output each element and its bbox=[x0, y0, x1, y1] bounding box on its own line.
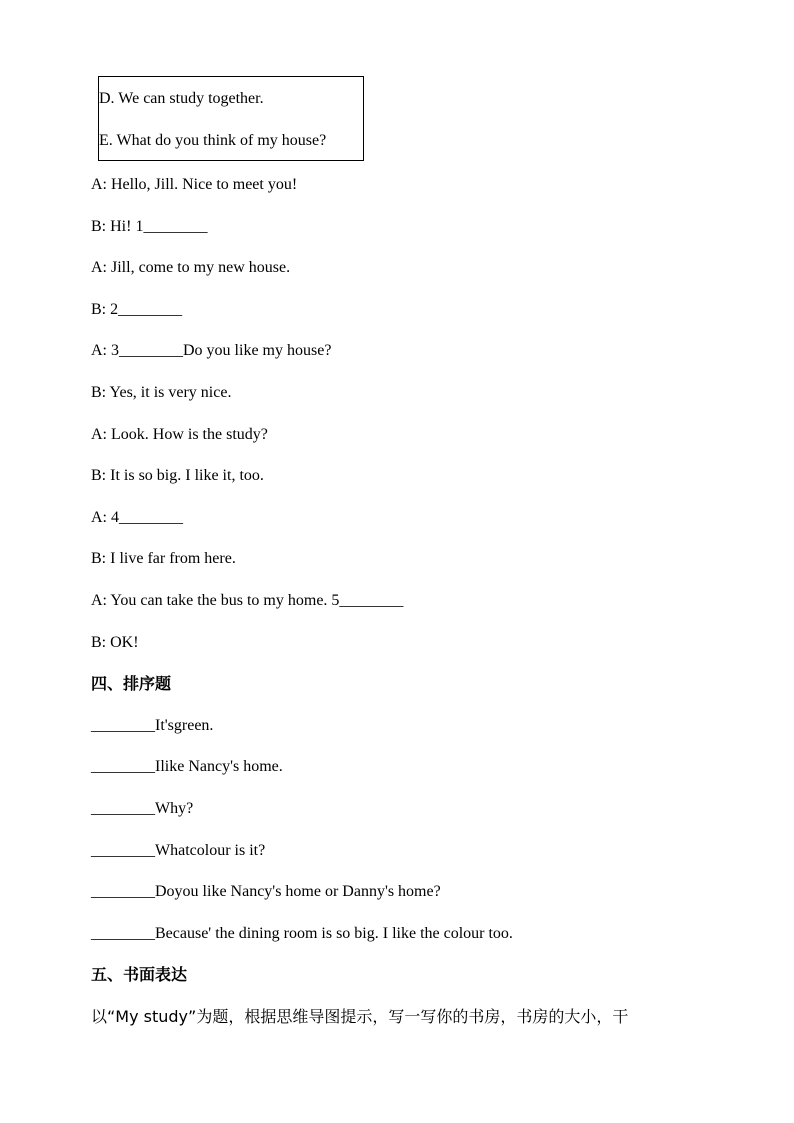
section-5-heading: 五、书面表达 bbox=[91, 965, 188, 984]
dialogue-line: B: I live far from here. bbox=[91, 550, 236, 567]
dialogue-line: A: You can take the bus to my home. 5________ bbox=[91, 592, 404, 609]
option-d: D. We can study together. bbox=[99, 90, 264, 107]
section-4-heading: 四、排序题 bbox=[91, 674, 172, 693]
ordering-item: ________Ilike Nancy's home. bbox=[91, 758, 283, 775]
dialogue-line: B: 2________ bbox=[91, 301, 183, 318]
ordering-item: ________Because' the dining room is so big. I like the colour too. bbox=[91, 925, 513, 942]
dialogue-line: B: It is so big. I like it, too. bbox=[91, 467, 264, 484]
dialogue-line: B: OK! bbox=[91, 634, 139, 651]
dialogue-line: A: Look. How is the study? bbox=[91, 426, 268, 443]
ordering-item: ________Why? bbox=[91, 800, 194, 817]
writing-prompt: 以“My study”为题，根据思维导图提示，写一写你的书房，书房的大小，干 bbox=[91, 1007, 629, 1026]
dialogue-line: B: Yes, it is very nice. bbox=[91, 384, 232, 401]
dialogue-line: A: Jill, come to my new house. bbox=[91, 259, 291, 276]
ordering-item: ________Whatcolour is it? bbox=[91, 842, 266, 859]
option-e: E. What do you think of my house? bbox=[99, 132, 327, 149]
dialogue-line: A: 3________Do you like my house? bbox=[91, 342, 332, 359]
dialogue-line: A: 4________ bbox=[91, 509, 183, 526]
options-box bbox=[98, 76, 364, 161]
dialogue-line: A: Hello, Jill. Nice to meet you! bbox=[91, 176, 298, 193]
ordering-item: ________It'sgreen. bbox=[91, 717, 214, 734]
ordering-item: ________Doyou like Nancy's home or Danny's home? bbox=[91, 883, 441, 900]
dialogue-line: B: Hi! 1________ bbox=[91, 218, 208, 235]
